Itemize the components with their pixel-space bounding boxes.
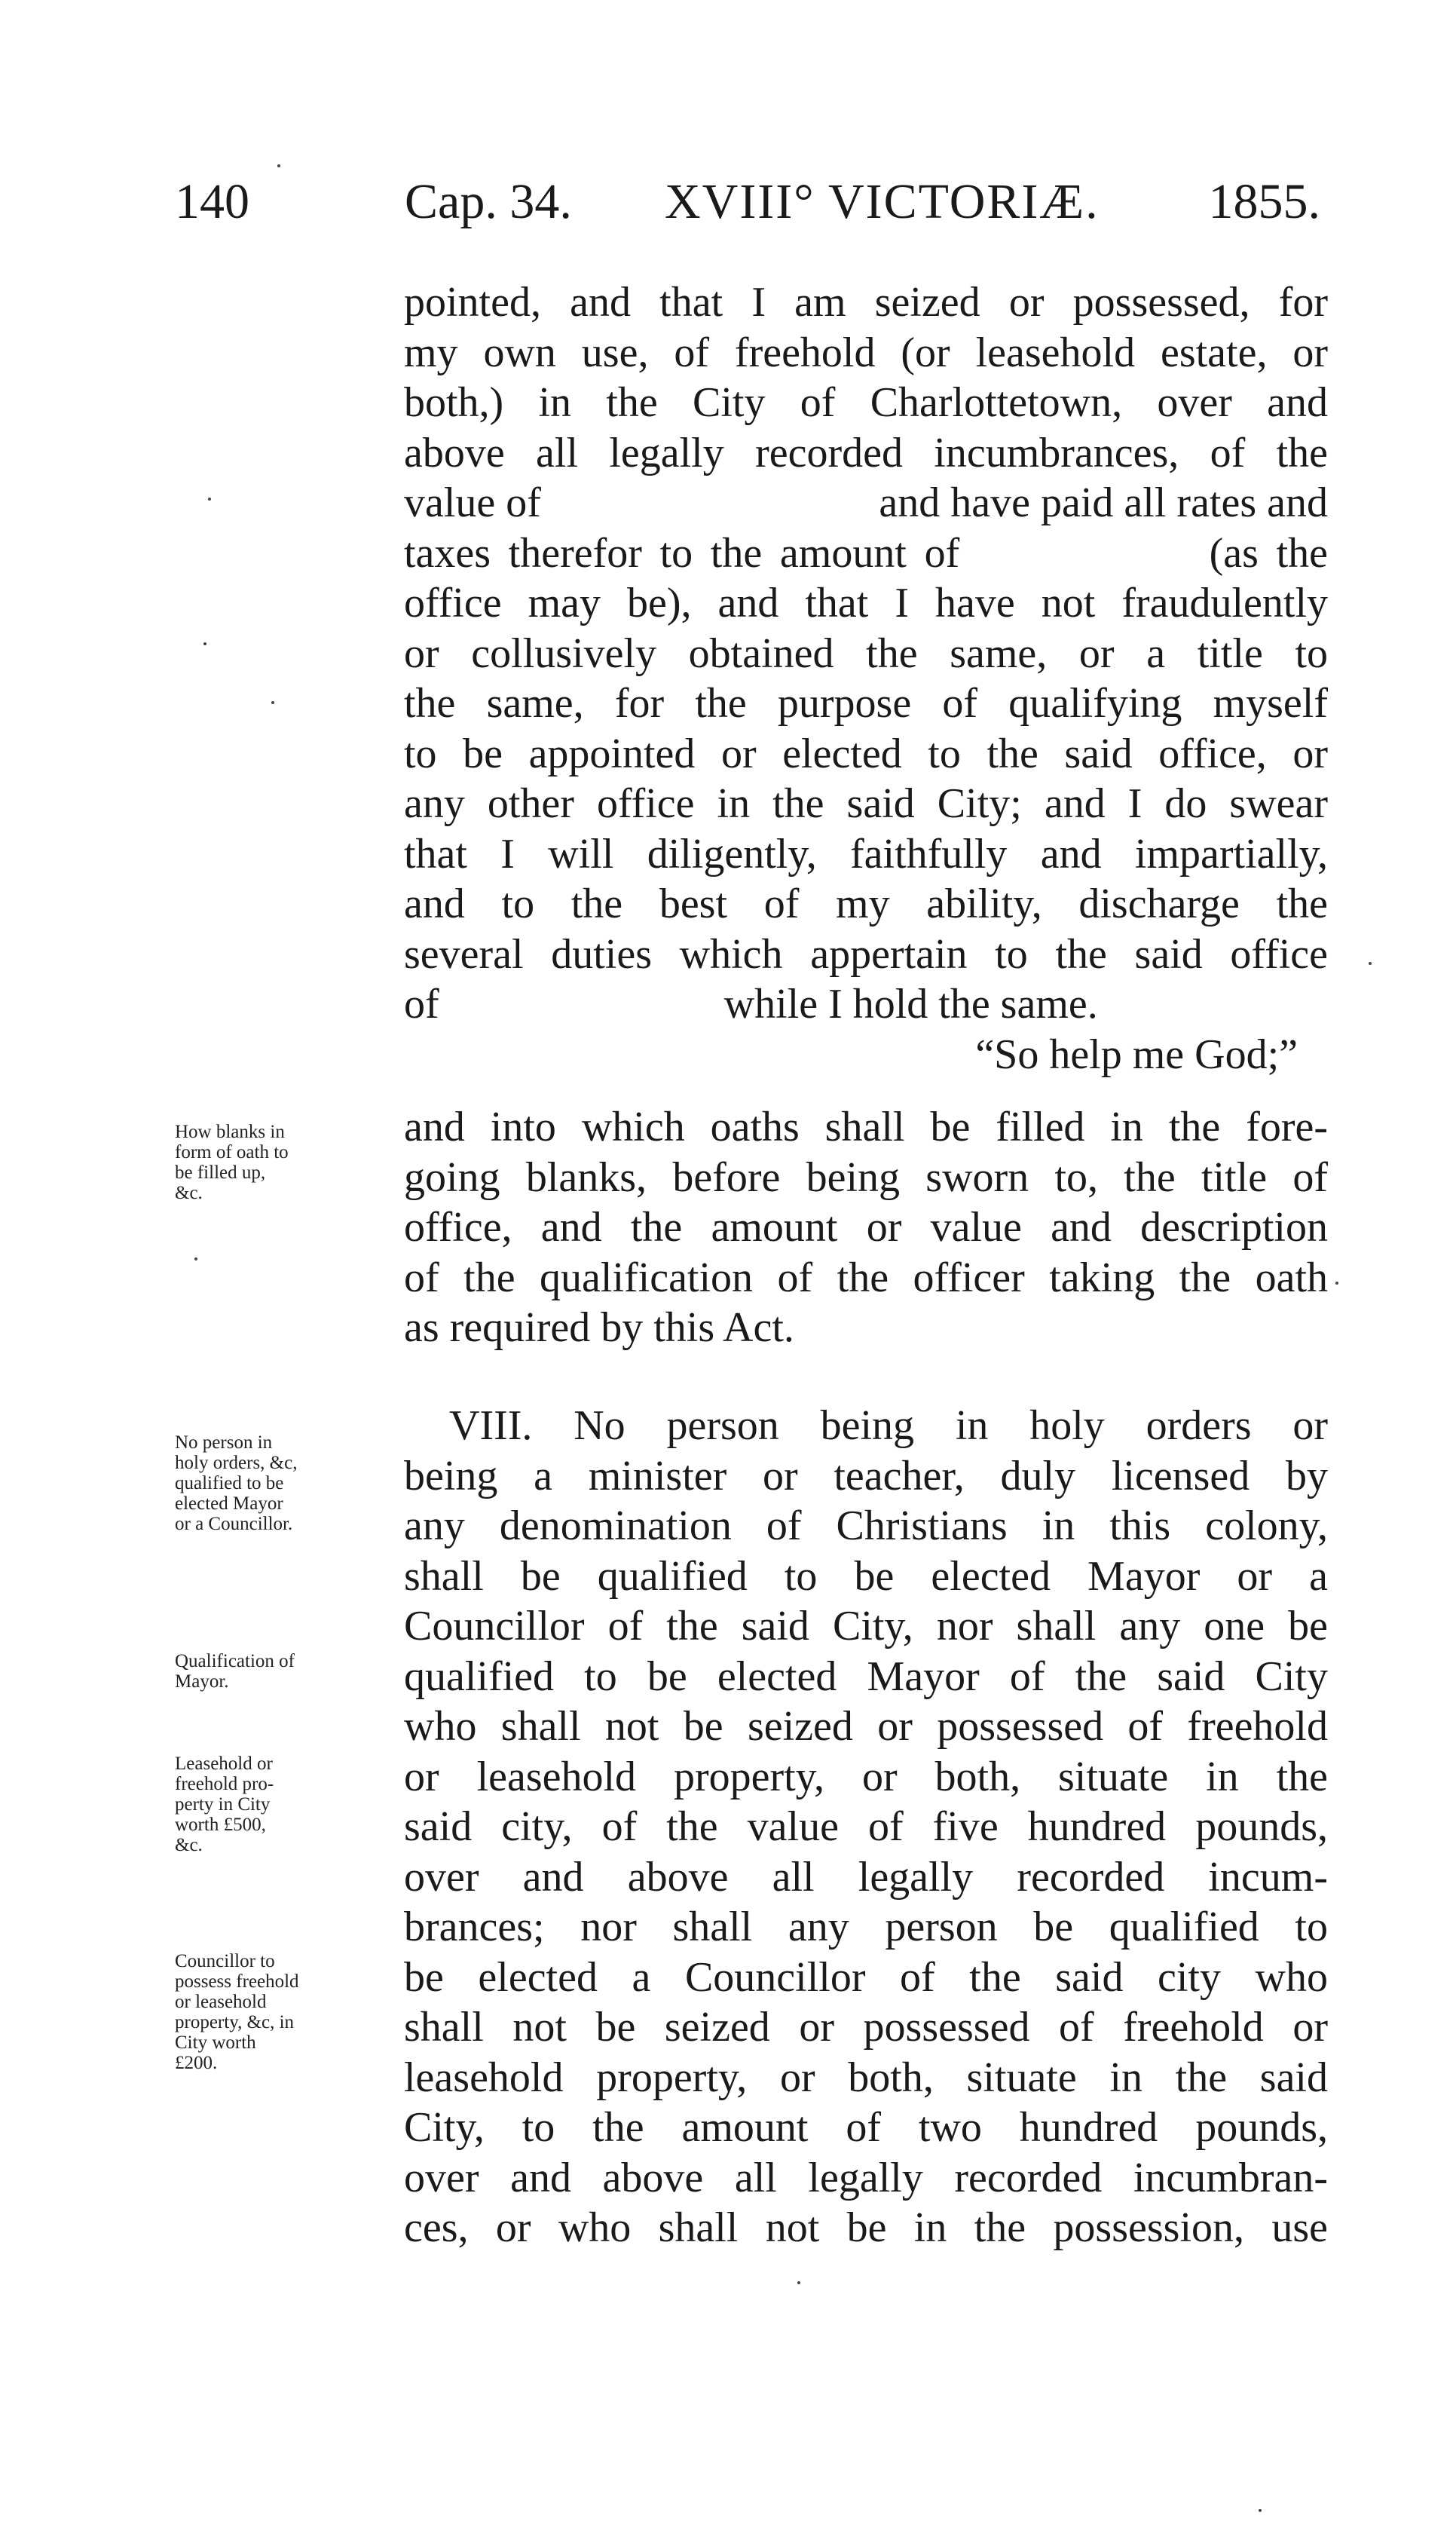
margin-note-line: Leasehold or [175, 1754, 273, 1774]
text-line: of while I hold the same. [404, 981, 1098, 1028]
scan-speck [194, 1257, 197, 1260]
margin-note-line: Qualification of [175, 1651, 295, 1671]
text-line: being a minister or teacher, duly licensed by [404, 1452, 1328, 1499]
margin-note-line: £200. [175, 2053, 218, 2073]
text-line: any denomination of Christians in this colony, [404, 1502, 1328, 1549]
scan-speck [797, 2281, 800, 2284]
margin-note-line: holy orders, &c, [175, 1453, 298, 1473]
scan-speck [1335, 1282, 1338, 1285]
margin-note-line: worth £500, [175, 1815, 266, 1835]
margin-note-line: elected Mayor [175, 1493, 283, 1514]
text-line: value of and have paid all rates and [404, 479, 1328, 526]
running-header [175, 172, 1320, 232]
text-line: office may be), and that I have not fraudulently [404, 580, 1328, 626]
scan-speck [208, 498, 211, 501]
margin-note-line: No person in [175, 1432, 273, 1453]
scan-speck [203, 642, 206, 645]
text-line: and into which oaths shall be filled in the fore- [404, 1104, 1328, 1150]
text-line: taxes therefor to the amount of (as the [404, 529, 1328, 577]
margin-note-line: or leasehold [175, 1992, 267, 2012]
text-line: any other office in the said City; and I do swear [404, 780, 1328, 827]
text-line: several duties which appertain to the said office [404, 930, 1328, 978]
text-line: pointed, and that I am seized or possessed, for [404, 279, 1328, 326]
oath-text [404, 277, 1328, 1080]
text-line: leasehold property, or both, situate in the said [404, 2054, 1328, 2101]
text-line: both,) in the City of Charlottetown, over and [404, 379, 1328, 426]
margin-note-leasehold [175, 1754, 378, 1855]
scan-speck [1259, 2509, 1262, 2512]
text-line: and to the best of my ability, discharge the [404, 881, 1328, 927]
margin-note-line: property, &c, in [175, 2012, 295, 2032]
scan-speck [1369, 962, 1372, 965]
margin-note-line: be filled up, [175, 1162, 266, 1183]
margin-note-blanks [175, 1122, 378, 1203]
margin-note-line: Mayor. [175, 1671, 229, 1692]
margin-note-line: perty in City [175, 1794, 271, 1815]
margin-note-line: possess freehold [175, 1971, 299, 1992]
margin-note-mayor-qualification [175, 1651, 378, 1692]
text-line: above all legally recorded incumbrances, of the [404, 429, 1328, 476]
text-line: as required by this Act. [404, 1304, 794, 1351]
text-line: to be appointed or elected to the said office, or [404, 730, 1328, 777]
page-number: 140 [175, 174, 249, 229]
margin-note-line: &c. [175, 1835, 203, 1855]
text-line: shall not be seized or possessed of freehold or [404, 2004, 1328, 2051]
text-line: qualified to be elected Mayor of the said City [404, 1653, 1328, 1700]
chapter-label: Cap. 34. [405, 174, 572, 229]
text-line: shall be qualified to be elected Mayor or a [404, 1552, 1328, 1600]
text-line: over and above all legally recorded incum- [404, 1853, 1328, 1901]
margin-note-councillor [175, 1951, 378, 2073]
text-line: my own use, of freehold (or leasehold estate, or [404, 329, 1328, 376]
scan-speck [277, 164, 280, 167]
text-line: said city, of the value of five hundred pounds, [404, 1803, 1328, 1850]
text-line: office, and the amount or value and description [404, 1204, 1328, 1251]
text-line: ces, or who shall not be in the possession, use [404, 2204, 1328, 2251]
text-line: of the qualification of the officer taking the oath [404, 1254, 1328, 1301]
text-line: the same, for the purpose of qualifying myself [404, 680, 1328, 727]
text-line: Councillor of the said City, nor shall any one be [404, 1603, 1328, 1649]
margin-note-line: or a Councillor. [175, 1514, 293, 1534]
text-line: VIII. No person being in holy orders or [449, 1402, 1328, 1449]
section-viii [404, 1401, 1328, 2253]
text-line: be elected a Councillor of the said city who [404, 1953, 1328, 2001]
margin-note-line: &c. [175, 1183, 203, 1203]
text-line: City, to the amount of two hundred pounds, [404, 2104, 1328, 2151]
running-title: XVIII° VICTORIÆ. [665, 174, 1100, 229]
text-line: over and above all legally recorded incumbran- [404, 2154, 1328, 2201]
scan-speck [271, 701, 274, 704]
margin-note-line: How blanks in [175, 1122, 285, 1142]
text-line: going blanks, before being sworn to, the title of [404, 1153, 1328, 1201]
oath-closing: “So help me God;” [975, 1031, 1298, 1078]
margin-note-no-person [175, 1432, 378, 1534]
header-year: 1855. [1208, 174, 1320, 229]
text-line: that I will diligently, faithfully and impartially, [404, 830, 1328, 878]
margin-note-line: Councillor to [175, 1951, 275, 1971]
margin-note-line: freehold pro- [175, 1774, 274, 1794]
text-line: or collusively obtained the same, or a title to [404, 629, 1328, 677]
margin-note-line: City worth [175, 2032, 256, 2053]
text-line: or leasehold property, or both, situate in the [404, 1753, 1328, 1800]
text-line: brances; nor shall any person be qualified to [404, 1904, 1328, 1950]
margin-note-line: form of oath to [175, 1142, 289, 1162]
blanks-paragraph [404, 1102, 1328, 1353]
text-line: who shall not be seized or possessed of freehold [404, 1703, 1328, 1750]
margin-note-line: qualified to be [175, 1473, 284, 1493]
